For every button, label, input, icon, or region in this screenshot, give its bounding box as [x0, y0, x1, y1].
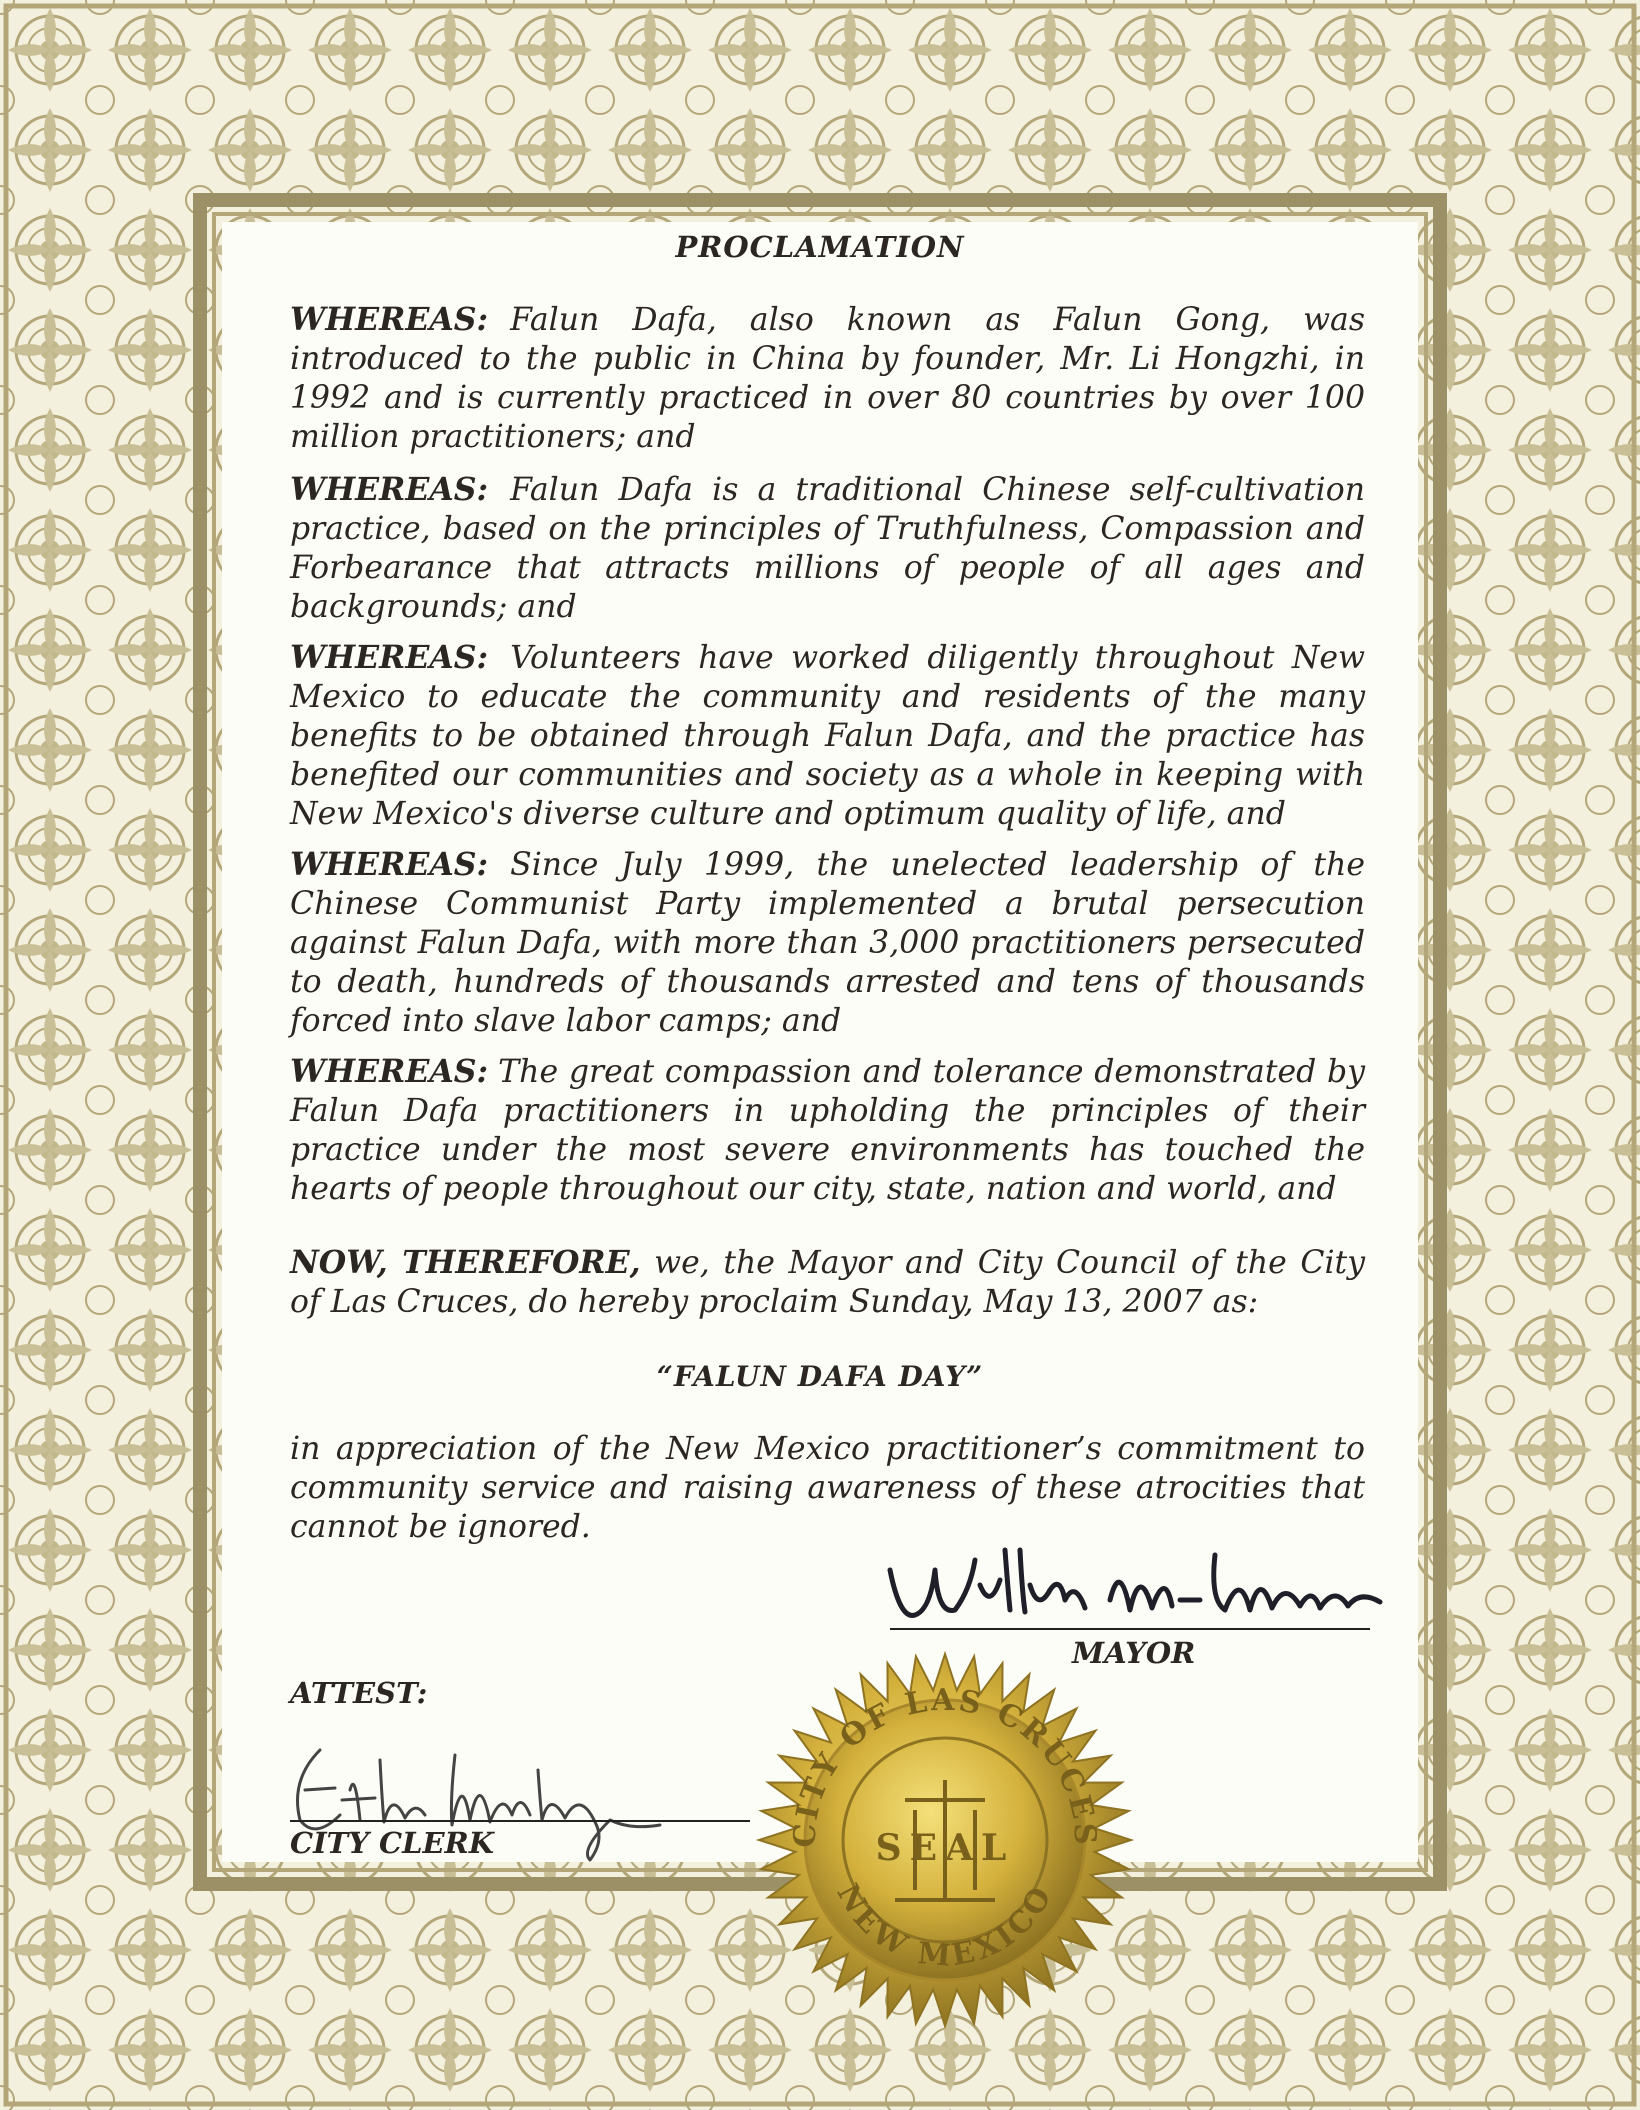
paragraph-text: Falun Dafa is a traditional Chinese self-cultivation practice, based on the principles of Truthfulness, Compassion and Forbearance that attracts millions of people of all ages and backgrounds; and — [290, 472, 1365, 625]
therefore-text: we, the Mayor and City Council of the City of Las Cruces, do hereby proclaim Sunday, May 13, 2007 as: — [290, 1245, 1366, 1320]
appreciation-paragraph: in appreciation of the New Mexico practitioner’s commitment to community service and raising awareness of these atrocities that cannot be ignored. — [290, 1431, 1365, 1545]
seal-center-text: SEAL — [875, 1827, 1015, 1869]
whereas-keyword: WHEREAS: — [290, 639, 489, 676]
paragraph-text: Volunteers have worked diligently throughout New Mexico to educate the community and residents of the many benefits to be obtained through Falun Dafa, and the practice has benefited our communities and society as a whole in keeping with New Mexico's diverse culture and optimum quality of life, and — [290, 640, 1365, 832]
seal-bottom-text: NEW MEXICO — [829, 1878, 1061, 1975]
whereas-paragraph-4 — [290, 845, 1365, 1041]
mayor-label: MAYOR — [1072, 1636, 1196, 1670]
falun-dafa-day-heading: “FALUN DAFA DAY” — [656, 1360, 984, 1393]
paragraph-text: The great compassion and tolerance demonstrated by Falun Dafa practitioners in upholding the principles of their practice under the most severe environments has touched the hearts of people throughout our city, state, nation and world, and — [290, 1054, 1365, 1207]
whereas-keyword: WHEREAS: — [290, 471, 489, 508]
therefore-paragraph — [290, 1243, 1365, 1322]
whereas-paragraph-5 — [290, 1052, 1365, 1209]
attest-label: ATTEST: — [290, 1676, 428, 1710]
proclamation-title: PROCLAMATION — [675, 230, 965, 264]
whereas-keyword: WHEREAS: — [290, 1053, 489, 1090]
whereas-keyword: WHEREAS: — [290, 846, 489, 883]
whereas-paragraph-1 — [290, 300, 1365, 457]
clerk-signature-line — [290, 1820, 750, 1822]
mayor-signature-line — [890, 1628, 1370, 1630]
paragraph-text: Since July 1999, the unelected leadership of the Chinese Communist Party implemented a brutal persecution against Falun Dafa, with more than 3,000 practitioners persecuted to death, hundreds of thousands arrested and tens of thousands forced into slave labor camps; and — [290, 847, 1365, 1039]
city-clerk-label: CITY CLERK — [290, 1826, 494, 1860]
mayor-signature — [880, 1530, 1400, 1640]
therefore-keyword: NOW, THEREFORE, — [290, 1244, 641, 1281]
whereas-paragraph-2 — [290, 470, 1365, 627]
whereas-keyword: WHEREAS: — [290, 301, 489, 338]
whereas-paragraph-3 — [290, 638, 1365, 834]
paragraph-text: Falun Dafa, also known as Falun Gong, was introduced to the public in China by founder, Mr. Li Hongzhi, in 1992 and is currently practiced in over 80 countries by over 100 million practitioners; and — [290, 302, 1365, 455]
city-seal — [755, 1650, 1135, 2030]
seal-outer-text: CITY OF LAS CRUCES — [787, 1682, 1103, 1849]
